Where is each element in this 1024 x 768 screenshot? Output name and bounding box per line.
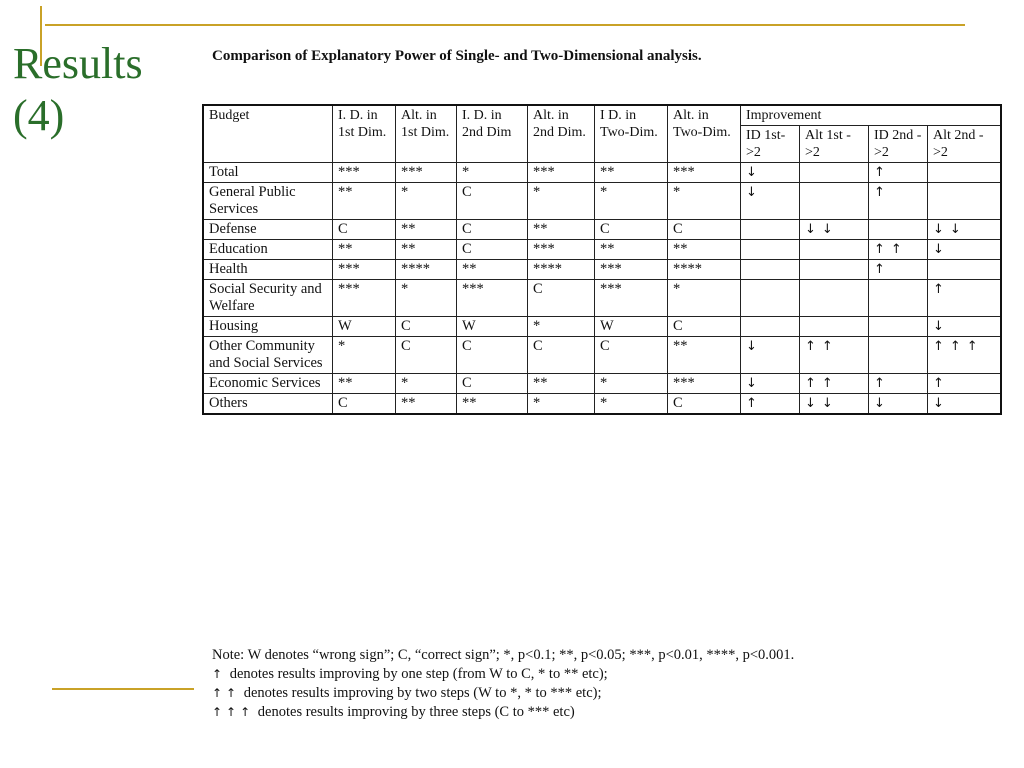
cell-imp-alt1: ↓↓ (800, 394, 869, 415)
cell-id2: ** (457, 260, 528, 280)
cell-imp-alt2 (928, 183, 1002, 220)
note-two-steps (212, 684, 1002, 703)
note-legend: Note: W denotes “wrong sign”; C, “correct sign”; *, p<0.1; **, p<0.05; ***, p<0.01, ****, p<0.001. (212, 647, 795, 663)
cell-alt2: C (528, 337, 595, 374)
cell-imp-id2 (869, 220, 928, 240)
cell-idtwo: * (595, 394, 668, 415)
cell-alt1: ** (396, 220, 457, 240)
cell-imp-alt2 (928, 163, 1002, 183)
header-imp-id-1st: ID 1st- >2 (741, 126, 800, 163)
table-row (203, 183, 1001, 220)
cell-id1: *** (333, 280, 396, 317)
cell-imp-id2 (869, 317, 928, 337)
header-alt-2nd: Alt. in 2nd Dim. (528, 105, 595, 163)
cell-imp-id1: ↓ (741, 374, 800, 394)
table-caption: Comparison of Explanatory Power of Single- and Two-Dimensional analysis. (212, 48, 702, 64)
cell-idtwo: ** (595, 163, 668, 183)
cell-imp-alt2: ↑ (928, 374, 1002, 394)
table-row (203, 317, 1001, 337)
table-row (203, 394, 1001, 415)
slide-title (13, 38, 143, 142)
cell-imp-alt2: ↓↓ (928, 220, 1002, 240)
cell-id1: * (333, 337, 396, 374)
cell-budget: Other Community and Social Services (203, 337, 333, 374)
table-notes (212, 646, 1002, 722)
cell-id2: C (457, 183, 528, 220)
cell-imp-id1 (741, 220, 800, 240)
cell-id1: *** (333, 163, 396, 183)
note-three-steps (212, 703, 1002, 722)
cell-imp-id1 (741, 240, 800, 260)
header-alt-1st: Alt. in 1st Dim. (396, 105, 457, 163)
cell-budget: Defense (203, 220, 333, 240)
note-one-step (212, 665, 1002, 684)
cell-imp-alt1 (800, 163, 869, 183)
cell-imp-id1 (741, 280, 800, 317)
cell-imp-id2 (869, 280, 928, 317)
cell-imp-id2: ↑ (869, 374, 928, 394)
cell-alt1: ** (396, 394, 457, 415)
cell-alt2: ** (528, 374, 595, 394)
cell-imp-id2: ↑ (869, 260, 928, 280)
cell-alt1: * (396, 374, 457, 394)
cell-idtwo: *** (595, 280, 668, 317)
cell-imp-alt1: ↓↓ (800, 220, 869, 240)
cell-alt1: C (396, 317, 457, 337)
cell-imp-alt1 (800, 317, 869, 337)
header-budget: Budget (203, 105, 333, 163)
cell-idtwo: *** (595, 260, 668, 280)
cell-id2: ** (457, 394, 528, 415)
cell-alt2: **** (528, 260, 595, 280)
header-alt-two: Alt. in Two-Dim. (668, 105, 741, 163)
cell-imp-id2: ↑ (869, 183, 928, 220)
cell-imp-id1 (741, 317, 800, 337)
cell-budget: Health (203, 260, 333, 280)
cell-id2: * (457, 163, 528, 183)
cell-alt2: *** (528, 163, 595, 183)
table-row (203, 220, 1001, 240)
cell-id1: ** (333, 240, 396, 260)
table-header-row (203, 105, 1001, 126)
cell-imp-id1: ↑ (741, 394, 800, 415)
double-arrow-up-icon: ↑↑ (212, 686, 241, 700)
decorative-top-line (45, 24, 965, 26)
cell-idtwo: * (595, 374, 668, 394)
header-imp-alt-2nd: Alt 2nd ->2 (928, 126, 1002, 163)
cell-id1: C (333, 220, 396, 240)
cell-budget: Education (203, 240, 333, 260)
cell-alt1: * (396, 280, 457, 317)
table-row (203, 260, 1001, 280)
cell-id1: ** (333, 183, 396, 220)
cell-budget: Economic Services (203, 374, 333, 394)
arrow-up-icon: ↑ (212, 667, 227, 681)
cell-imp-alt2: ↑ (928, 280, 1002, 317)
cell-alt2: * (528, 394, 595, 415)
note-two-steps-text: denotes results improving by two steps (W to *, * to *** etc); (243, 685, 602, 701)
cell-idtwo: C (595, 337, 668, 374)
decorative-left-line (52, 688, 194, 690)
cell-imp-alt2: ↓ (928, 240, 1002, 260)
cell-imp-id2 (869, 337, 928, 374)
cell-alttwo: * (668, 183, 741, 220)
cell-imp-alt2: ↓ (928, 394, 1002, 415)
cell-budget: Social Security and Welfare (203, 280, 333, 317)
cell-alt1: **** (396, 260, 457, 280)
cell-alttwo: **** (668, 260, 741, 280)
table-row (203, 374, 1001, 394)
cell-alttwo: *** (668, 163, 741, 183)
cell-id1: W (333, 317, 396, 337)
cell-alttwo: C (668, 394, 741, 415)
cell-idtwo: C (595, 220, 668, 240)
cell-imp-id1 (741, 260, 800, 280)
note-three-steps-text: denotes results improving by three steps (C to *** etc) (257, 704, 575, 720)
cell-alt2: C (528, 280, 595, 317)
cell-alttwo: C (668, 317, 741, 337)
slide-title-line1: Results (13, 39, 143, 88)
cell-alttwo: ** (668, 240, 741, 260)
cell-imp-id2: ↑ (869, 163, 928, 183)
cell-id2: C (457, 220, 528, 240)
cell-imp-alt2 (928, 260, 1002, 280)
cell-idtwo: ** (595, 240, 668, 260)
cell-budget: Housing (203, 317, 333, 337)
header-improvement: Improvement (741, 105, 1002, 126)
cell-budget: General Public Services (203, 183, 333, 220)
cell-id2: C (457, 240, 528, 260)
cell-imp-alt1 (800, 280, 869, 317)
header-imp-alt-1st: Alt 1st - >2 (800, 126, 869, 163)
cell-imp-id1: ↓ (741, 337, 800, 374)
cell-alttwo: ** (668, 337, 741, 374)
cell-imp-alt1: ↑↑ (800, 337, 869, 374)
cell-alt1: ** (396, 240, 457, 260)
cell-id1: C (333, 394, 396, 415)
note-one-step-text: denotes results improving by one step (from W to C, * to ** etc); (229, 666, 608, 682)
cell-alt2: *** (528, 240, 595, 260)
cell-imp-alt1 (800, 260, 869, 280)
cell-imp-alt2: ↑↑↑ (928, 337, 1002, 374)
cell-imp-alt1 (800, 240, 869, 260)
cell-id2: *** (457, 280, 528, 317)
triple-arrow-up-icon: ↑↑↑ (212, 705, 255, 719)
cell-alt2: ** (528, 220, 595, 240)
cell-id2: C (457, 374, 528, 394)
cell-imp-id2: ↓ (869, 394, 928, 415)
cell-id1: ** (333, 374, 396, 394)
header-id-two: I D. in Two-Dim. (595, 105, 668, 163)
header-id-1st: I. D. in 1st Dim. (333, 105, 396, 163)
cell-imp-id2: ↑↑ (869, 240, 928, 260)
cell-alt1: C (396, 337, 457, 374)
cell-id2: C (457, 337, 528, 374)
cell-alt1: * (396, 183, 457, 220)
table-row (203, 280, 1001, 317)
cell-budget: Others (203, 394, 333, 415)
cell-imp-id1: ↓ (741, 183, 800, 220)
slide-title-line2: (4) (13, 91, 65, 140)
cell-imp-alt2: ↓ (928, 317, 1002, 337)
header-imp-id-2nd: ID 2nd ->2 (869, 126, 928, 163)
cell-alt2: * (528, 183, 595, 220)
results-table (202, 104, 1002, 415)
cell-alttwo: C (668, 220, 741, 240)
table-row (203, 163, 1001, 183)
cell-alttwo: *** (668, 374, 741, 394)
cell-imp-alt1: ↑↑ (800, 374, 869, 394)
header-id-2nd: I. D. in 2nd Dim (457, 105, 528, 163)
cell-id1: *** (333, 260, 396, 280)
cell-idtwo: W (595, 317, 668, 337)
cell-imp-id1: ↓ (741, 163, 800, 183)
cell-imp-alt1 (800, 183, 869, 220)
cell-budget: Total (203, 163, 333, 183)
cell-idtwo: * (595, 183, 668, 220)
table-row (203, 240, 1001, 260)
cell-alt1: *** (396, 163, 457, 183)
table-body (203, 163, 1001, 415)
cell-id2: W (457, 317, 528, 337)
table-row (203, 337, 1001, 374)
cell-alttwo: * (668, 280, 741, 317)
cell-alt2: * (528, 317, 595, 337)
